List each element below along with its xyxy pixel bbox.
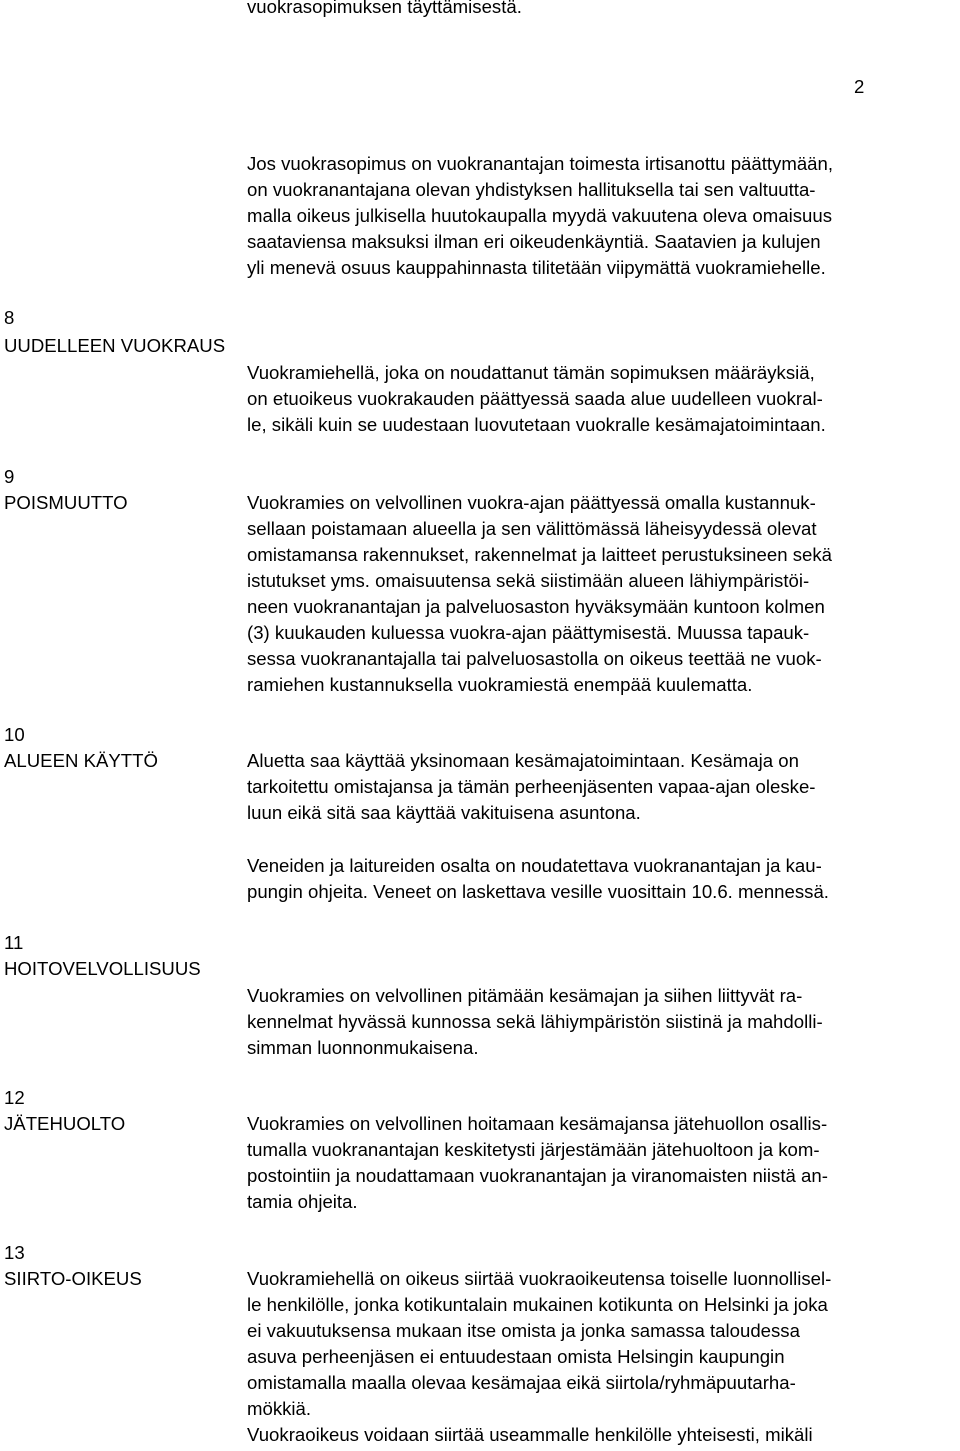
text-line: omistamalla maalla olevaa kesämajaa eikä siirtola/ryhmäpuutarha- [247, 1372, 796, 1393]
text-line: le, sikäli kuin se uudestaan luovutetaan vuokralle kesämajatoimintaan. [247, 414, 826, 435]
text-line: Veneiden ja laitureiden osalta on noudatettava vuokranantajan ja kau- [247, 855, 822, 876]
text-line: ei vakuutuksensa mukaan itse omista ja jonka samassa taloudessa [247, 1320, 800, 1341]
page-number: 2 [854, 76, 865, 97]
section-number: 11 [4, 932, 24, 953]
text-line: istutukset yms. omaisuutensa sekä siistimään alueen lähiympäristöi- [247, 570, 810, 591]
text-line: kennelmat hyvässä kunnossa sekä lähiympäristön siistinä ja mahdolli- [247, 1011, 823, 1032]
text-line: Vuokramies on velvollinen pitämään kesämajan ja siihen liittyvät ra- [247, 985, 803, 1006]
section-title: UUDELLEEN VUOKRAUS [4, 335, 226, 356]
text-line: ramiehen kustannuksella vuokramiestä enempää kuulematta. [247, 674, 753, 695]
section-number: 12 [4, 1087, 25, 1108]
text-line: simman luonnonmukaisena. [247, 1037, 479, 1058]
text-line: tamia ohjeita. [247, 1191, 358, 1212]
text-line: Vuokramies on velvollinen hoitamaan kesämajansa jätehuollon osallis- [247, 1113, 828, 1134]
text-line: luun eikä sitä saa käyttää vakituisena asuntona. [247, 802, 641, 823]
header-fragment: vuokrasopimuksen täyttämisestä. [247, 0, 522, 17]
text-line: Jos vuokrasopimus on vuokranantajan toimesta irtisanottu päättymään, [247, 153, 834, 174]
section-title: SIIRTO-OIKEUS [4, 1268, 142, 1289]
text-line: on etuoikeus vuokrakauden päättyessä saada alue uudelleen vuokral- [247, 388, 823, 409]
text-line: pungin ohjeita. Veneet on laskettava vesille vuosittain 10.6. mennessä. [247, 881, 829, 902]
text-line: neen vuokranantajan ja palveluosaston hyväksymään kuntoon kolmen [247, 596, 825, 617]
section-title: HOITOVELVOLLISUUS [4, 958, 201, 979]
section-title: JÄTEHUOLTO [4, 1113, 126, 1134]
section-number: 13 [4, 1242, 25, 1263]
text-line: mökkiä. [247, 1398, 312, 1419]
text-line: on vuokranantajana olevan yhdistyksen hallituksella tai sen valtuutta- [247, 179, 816, 200]
section-title: POISMUUTTO [4, 492, 128, 513]
text-line: postointiin ja noudattamaan vuokranantajan ja viranomaisten niistä an- [247, 1165, 828, 1186]
text-line: sellaan poistamaan alueella ja sen välittömässä läheisyydessä olevat [247, 518, 817, 539]
text-line: yli menevä osuus kauppahinnasta tilitetään viipymättä vuokramiehelle. [247, 257, 826, 278]
section-number: 10 [4, 724, 25, 745]
section-number: 9 [4, 466, 15, 487]
text-line: Vuokramies on velvollinen vuokra-ajan päättyessä omalla kustannuk- [247, 492, 816, 513]
text-line: (3) kuukauden kuluessa vuokra-ajan päättymisestä. Muussa tapauk- [247, 622, 810, 643]
text-line: Vuokramiehellä, joka on noudattanut tämän sopimuksen määräyksiä, [247, 362, 815, 383]
text-line: saataviensa maksuksi ilman eri oikeudenkäyntiä. Saatavien ja kulujen [247, 231, 821, 252]
section-number: 8 [4, 307, 15, 328]
text-line: Vuokramiehellä on oikeus siirtää vuokraoikeutensa toiselle luonnollisel- [247, 1268, 832, 1289]
text-line: asuva perheenjäsen ei entuudestaan omista Helsingin kaupungin [247, 1346, 785, 1367]
text-line: le henkilölle, jonka kotikuntalain mukainen kotikunta on Helsinki ja joka [247, 1294, 828, 1315]
text-line: omistamansa rakennukset, rakennelmat ja laitteet perustuksineen sekä [247, 544, 832, 565]
text-line: tarkoitettu omistajansa ja tämän perheenjäsenten vapaa-ajan oleske- [247, 776, 816, 797]
section-title: ALUEEN KÄYTTÖ [4, 750, 158, 771]
text-line: Aluetta saa käyttää yksinomaan kesämajatoimintaan. Kesämaja on [247, 750, 799, 771]
text-line: Vuokraoikeus voidaan siirtää useammalle henkilölle yhteisesti, mikäli [247, 1424, 813, 1445]
text-line: sessa vuokranantajalla tai palveluosastolla on oikeus teettää ne vuok- [247, 648, 822, 669]
text-line: tumalla vuokranantajan keskitetysti järjestämään jätehuoltoon ja kom- [247, 1139, 820, 1160]
text-line: malla oikeus julkisella huutokaupalla myydä vakuutena oleva omaisuus [247, 205, 833, 226]
